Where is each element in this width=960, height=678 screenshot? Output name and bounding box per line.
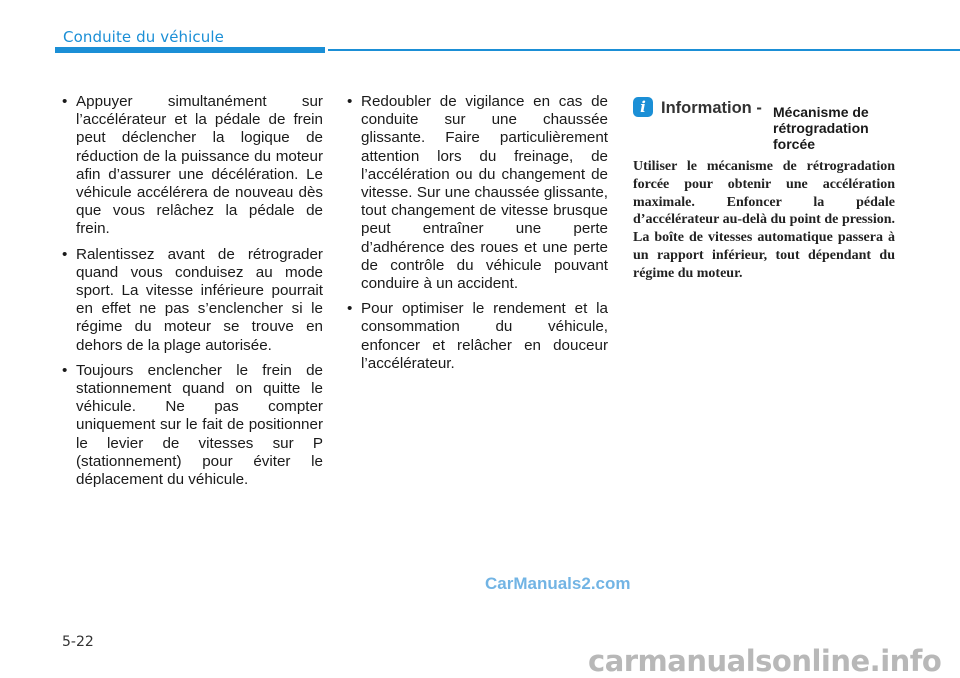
header-rule-thin bbox=[328, 49, 960, 51]
information-header bbox=[633, 96, 895, 158]
bullet-icon: • bbox=[62, 93, 68, 110]
information-box bbox=[633, 96, 895, 283]
bullet-icon: • bbox=[347, 93, 353, 110]
list-item bbox=[347, 300, 608, 373]
information-title: Information - bbox=[661, 99, 762, 117]
middle-bullet-list bbox=[347, 93, 608, 373]
bullet-icon: • bbox=[347, 300, 353, 318]
middle-column bbox=[347, 93, 608, 380]
bullet-text: Redoubler de vigilance en cas de conduite sur une chaussée glissante. Faire particulièrement attention lors du freinage, de l’accélération ou du changement de vitesse. Sur une chaussée glissante, tout changement de vitesse brusque peut entraîner une perte d’adhérence des roues et une perte de contrôle du véhicule pouvant conduire à un accident. bbox=[361, 93, 608, 293]
left-column bbox=[62, 93, 323, 496]
list-item bbox=[62, 362, 323, 489]
list-item bbox=[62, 93, 323, 239]
bullet-text: Pour optimiser le rendement et la consommation du véhicule, enfoncer et relâcher en douceur l’accélérateur. bbox=[361, 300, 608, 372]
bullet-icon: • bbox=[62, 245, 68, 263]
section-title: Conduite du véhicule bbox=[63, 28, 224, 46]
list-item bbox=[347, 93, 608, 293]
watermark-carmanuals2: CarManuals2.com bbox=[485, 574, 631, 593]
bullet-text: Toujours enclencher le frein de stationnement quand on quitte le véhicule. Ne pas compter uniquement sur le fait de positionner le levier de vitesses sur P (stationnement) pour éviter le déplacement du véhicule. bbox=[76, 361, 323, 489]
watermark-carmanualsonline: carmanualsonline.info bbox=[588, 644, 942, 678]
information-body: Utiliser le mécanisme de rétrogradation forcée pour obtenir une accélération maximale. Enfoncer la pédale d’accélérateur au-delà du point de pression. La boîte de vitesses automatique passera à un rapport inférieur, tout dépendant du régime du moteur. bbox=[633, 159, 895, 281]
bullet-text: Ralentissez avant de rétrograder quand vous conduisez au mode sport. La vitesse inférieure pourrait en effet ne pas s’enclencher si le régime du moteur se trouve en dehors de la plage autorisée. bbox=[76, 245, 323, 354]
header-rule-thick bbox=[55, 47, 325, 53]
bullet-text: Appuyer simultanément sur l’accélérateur et la pédale de frein peut déclencher la logique de réduction de la puissance du moteur afin d’assurer une décélération. Le véhicule accélérera de nouveau dès que vous relâchez la pédale de frein. bbox=[76, 93, 323, 238]
information-subtitle: Mécanisme de rétrogradation forcée bbox=[773, 104, 869, 152]
left-bullet-list bbox=[62, 93, 323, 489]
info-icon: i bbox=[633, 97, 653, 117]
bullet-icon: • bbox=[62, 361, 68, 379]
page-number: 5-22 bbox=[62, 634, 94, 650]
list-item bbox=[62, 246, 323, 355]
